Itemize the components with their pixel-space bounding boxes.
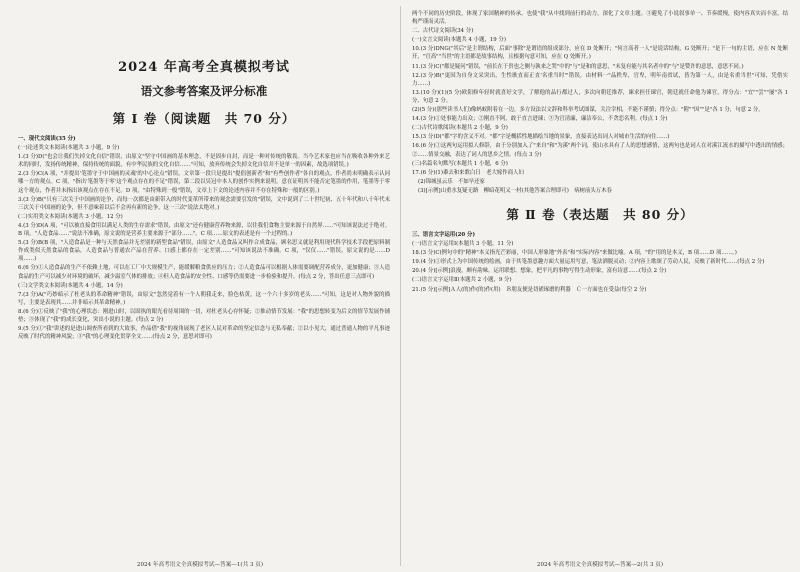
answer-paragraph: (一)语言文字运用Ⅰ(本题共 3 小题，11 分) xyxy=(412,241,514,248)
right-page-footer: 2024 年高考语文全真模拟考试—答案—2(共 3 页) xyxy=(536,562,664,568)
answer-paragraph: 二、古代诗文阅读(34 分) xyxy=(412,28,474,35)
answer-paragraph: (3)[示例]山重水复疑无路 柳暗花明又一村(其他答案合理即可) 病树前头万木春 xyxy=(418,187,612,194)
answer-paragraph: 4.(3 分)D(A 项，"可以被直接食用以满足人类的生存需求"错误，由原文"还有健康营养物来源，以往我们食物主要来源于自然界……"可知该说法过于绝对。B 项，"人造食品……"说法不准确，原文说的是营养主要来源于"部分……"。C 项……原文的表述是有一个过程的。) xyxy=(18,222,390,238)
right-column xyxy=(400,0,800,572)
answer-paragraph: (一)文言文阅读(本题共 4 小题，19 分) xyxy=(412,37,506,44)
answer-paragraph: 1.(3 分)D("也会让我们失掉文化自信"错误，由原文"坚守中国画的基本理念，不是固步自封，而是一种对传统的敬畏。当今艺术家也应当在吸收各种外来艺术的同时，发扬传统精神，保持传统的面貌，有中华民族的文化自信……"可知，放弃传统会失掉文化自信并不是单一的因素，故选项错误。) xyxy=(18,154,390,169)
right-answer-text-bottom xyxy=(412,231,788,294)
answer-paragraph: (2)锦城虽云乐 不如早还家 xyxy=(418,178,485,185)
part-one-title: 第 Ⅰ 卷（阅读题 共 70 分） xyxy=(112,111,296,126)
answer-paragraph: 14.(3 分)①处事能力出众；②刚直不阿，敢于直言进谏；③为官清廉，廉洁奉公，不贪恋名利。(每点 1 分) xyxy=(412,116,668,123)
answer-paragraph: 5.(3 分)B(B 项，"人造食品是一种与天然食品并无差别的新型食品"错误，由原文"人造食品又叫作合成食品，顾名思义就是利用现代科学技术手段把原料制作成类似天然食品的食品，人造食品与普通农产品在营养、口感上都存在一定差别……"可知该说法不准确。C 项，"仅仅……"错误，原文说的是……D 项……) xyxy=(18,240,390,263)
answer-paragraph: 17.(6 分)(1)黍去和来歌白日 老大嫁作商人妇 xyxy=(412,169,524,176)
answer-paragraph: 一、现代文阅读(35 分) xyxy=(18,136,76,142)
answer-paragraph: 11.(3 分)C("都是疑问"错误，"前长在于贵也之侧与孰来之哭"中的"与"是和的意思，"未复有能与其名者中的"与"是赞许的意思，意思不同。) xyxy=(412,63,744,70)
answer-paragraph: (二)实用类文本阅读(本题共 3 小题，12 分) xyxy=(18,213,123,220)
answer-paragraph: 18.(3 分)C(例句中的"精神"本义指光芒彩丽，中国人形象地"外表"和"实际内容"来做比喻。A 项，"的"用的是本义，B 项……D 项……。) xyxy=(412,250,737,257)
answer-paragraph: (三)名篇名句默写(本题共 1 小题，6 分) xyxy=(412,160,508,167)
answer-paragraph: 19.(4 分)①形式上为中国传统的绘画，由于其笔墨意趣方面大量运用写意，笔法洒脱灵动；②内容上歌颂了劳动人民，反映了新时代……(每点 2 分) xyxy=(412,259,765,266)
answer-paragraph: (2)(5 分)(那些读书人们)像蚂蚁附着在一边，多方设法以文辞和科举考试图谋，关注宰相，不能不谨慎；得分点："附""因""是"各 1 分，句意 2 分。 xyxy=(412,107,764,114)
answer-paragraph: 20.(4 分)[示例]浪漫，颇有韵味。运用联想、想象，把平凡的事物写得生动形象，富有诗意……(每点 2 分) xyxy=(412,268,667,275)
right-answer-text-top xyxy=(412,10,788,177)
answer-paragraph: 10.(3 分)DNG("其后"是主谓结构，后面"事除"是谓语的组成部分，应在 D 处断开；"何言高者一人"是说话结构，G 处断开；"是下一句的主语，应在 N 处断开，"官高""当世"的主语都是故事结构，且根据句意可知，应在 Q 处断开。) xyxy=(412,46,788,61)
answer-paragraph: 13.(10 分)(1)(5 分)欧阳修年轻时就喜好文学，了解他的品行都过人，多次向朝廷推荐，谏求担任谏官，朝廷就任命他为谏官，得分点："宜""尝""屡"各 1 分，句意 2 分。 xyxy=(412,89,788,104)
answer-paragraph: 6.(6 分)①人造食品的生产不依赖土地，可以在工厂中大规模生产，能缓解粮食供应的压力；②人造食品可以根据人体需要调配营养成分，更加健康；③人造食品的生产可以减少对环境的破坏，减少温室气体的排放；④但人造食品的安全性、口感等仍需要进一步检验和提升。(每点 2 分，答出任意三点即可) xyxy=(18,265,390,280)
answer-paragraph: (二)语言文字运用Ⅱ(本题共 2 小题，9 分) xyxy=(412,277,512,284)
answer-paragraph: 21.(5 分)[示例]Ａ人(的)作(的)作(用) Ｂ朋友便是切磋琢磨的利器 Ｃ一方面也在受益(每空 2 分) xyxy=(412,286,647,293)
answer-paragraph: (三)文学类文本阅读(本题共 4 小题，14 分) xyxy=(18,282,123,289)
left-page-footer: 2024 年高考语文全真模拟考试—答案—1(共 3 页) xyxy=(136,562,264,568)
poem-answers xyxy=(412,178,788,195)
answer-paragraph: 3.(3 分)B("只有三次关于中国画的论争，而每一次都是由新带入的时代变革所带来的观念需要引发的"错误，文中说到了二十世纪初、五十年代和八十年代末三次关于中国画的论争，但不意味着以后不会再有新的论争，这一三次"说法太绝对。) xyxy=(18,196,390,211)
answer-paragraph: 16.(6 分)①这两句运用拟人修辞，由于分别加入了"来自"和"为溪"两个词，使山水具有了人的思想感情，这两句也是词人在对溪江流水的描写中透出的情感；②……情景交融，表达了词人的思乡之情。(每点 3 分) xyxy=(412,143,788,158)
answer-paragraph: 8.(6 分)①反映了"我"的心理状态：刚进山时，以固执的眼光看待周围的一切，对杜老头心存怀疑；②推动情节发展："我"的思想转变为后文的情节发展作铺垫；③体现了"我"的成长变化，突出小说的主题。(每点 2 分) xyxy=(18,308,390,323)
answer-paragraph: 7.(3 分)A("巧妙暗示了杜老头的革命精神"错误，由原文"忽然觉着有一个人朝我走来，脸色枯黄，这一个六十多岁的老头……"可知，这是对人物外貌的描写，主要是表现其……并非暗示其革命精神。) xyxy=(18,291,390,306)
answer-paragraph: 三、语言文字运用(20 分) xyxy=(412,231,475,238)
part-two-title: 第 Ⅱ 卷（表达题 共 80 分） xyxy=(506,206,694,222)
answer-paragraph: 12.(3 分)B("更因为自身文采突出，生性耿直而正直'名重当时'"错误，由材料一"品秩卑，官卑，明年南省试，皆为第一人，由是名重当世"可知，凭借实力……) xyxy=(412,72,788,87)
answer-paragraph: (一)论述类文本阅读(本题共 3 小题，9 分) xyxy=(18,145,120,152)
answer-paragraph: 两个不同的历史阶段，体现了家国精神的传承，也使"我"从中找到前行的动力，深化了文章主题。③避免了小说叙事单一、节奏缓慢，使内容真实而丰富，结构严谨而灵活。 xyxy=(412,11,788,26)
answer-paragraph: 9.(5 分)①"我"讲述的是进山调查所看到的大故事，作品借"我"的视角展现了老区人民对革命的坚定信念与无私奉献；②以小见大，通过普通人物的平凡事迹反映了时代的精神风貌；③"我"的心理变化贯穿全文……(每点 2 分，意思对即可) xyxy=(18,326,390,341)
answer-paragraph: (二)古代诗歌阅读(本题共 2 小题，9 分) xyxy=(412,125,508,132)
page-title: 2024 年高考全真模拟考试 xyxy=(118,60,290,75)
answer-paragraph: 15.(3 分)D("都"字的含义不对。"都"字是概括性地描绘当地的景象，直接表达出词人对城市生活的向往……) xyxy=(412,134,670,141)
left-answer-text xyxy=(18,135,390,341)
page-subtitle: 语文参考答案及评分标准 xyxy=(140,84,268,98)
answer-paragraph: 2.(3 分)C(A 项，"并提出'笔墨守于中国画的灵魂'的中心论点"错误，文章第一段只是提出"提倡创新者"和"有些创作者"各自的观点，作者尚未明确表示认同哪一方的观点。C 项，"指出'笔墨等于零'这个观点存在的不足"错误，第二段以吴冠中本人的创作实例来说明，意在证明其不能否定笔墨的作用，笔墨等于零这个观点，作者并未指出该观点在存在不足。D 项，"由特殊到一般"错误，文章上下文的论述内容并不存在特殊和一般的区别。) xyxy=(18,171,390,194)
